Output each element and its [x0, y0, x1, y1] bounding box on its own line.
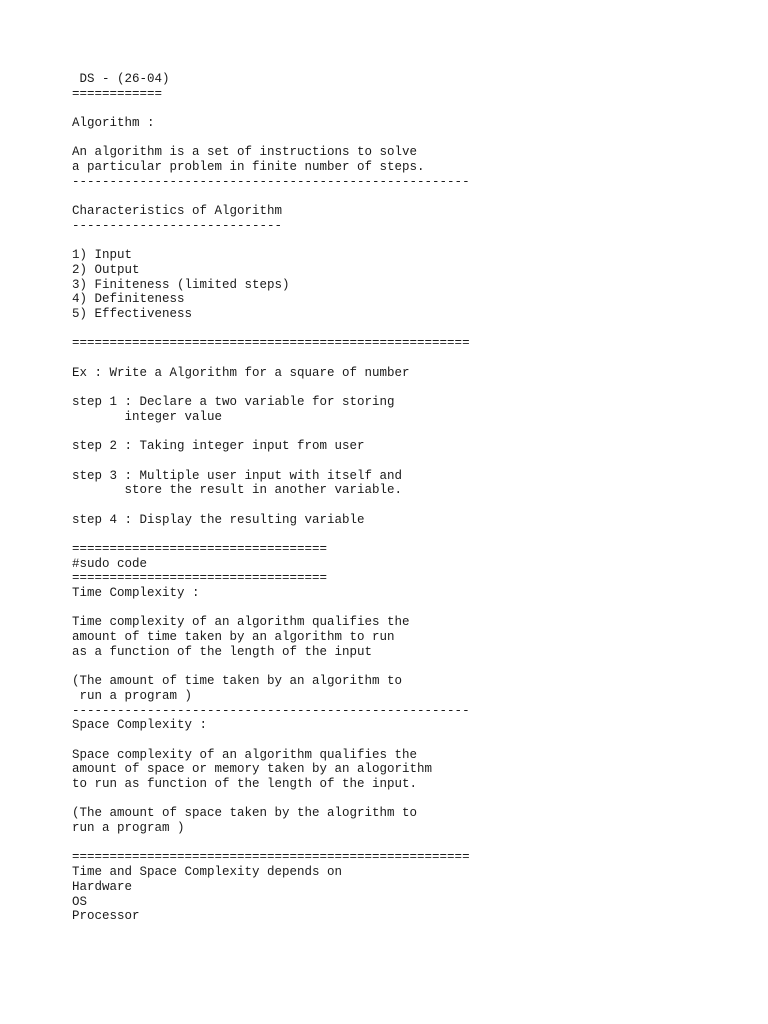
- text-line: Time and Space Complexity depends on: [72, 865, 343, 880]
- text-line: run a program ): [72, 821, 185, 836]
- text-line: #sudo code: [72, 556, 148, 571]
- text-line: (The amount of time taken by an algorithm to: [72, 674, 403, 689]
- text-line: step 4 : Display the resulting variable: [72, 512, 365, 527]
- text-line: amount of time taken by an algorithm to run: [72, 630, 395, 645]
- text-line: [72, 425, 470, 440]
- text-line: integer value: [72, 409, 223, 424]
- text-line: Space Complexity :: [72, 718, 208, 733]
- text-line: ==================================: [72, 542, 328, 556]
- text-line: [72, 792, 470, 807]
- text-line: step 3 : Multiple user input with itself and: [72, 468, 403, 483]
- text-line: Time complexity of an algorithm qualifies the: [72, 615, 410, 630]
- text-line: [72, 101, 470, 116]
- text-line: 3) Finiteness (limited steps): [72, 277, 290, 292]
- text-line: 1) Input: [72, 248, 133, 263]
- text-line: [72, 527, 470, 542]
- text-line: [72, 733, 470, 748]
- text-line: as a function of the length of the input: [72, 644, 373, 659]
- text-line: Ex : Write a Algorithm for a square of number: [72, 365, 410, 380]
- text-line: DS - (26-04): [72, 72, 170, 86]
- text-line: 2) Output: [72, 262, 140, 277]
- text-line: ----------------------------: [72, 218, 283, 233]
- text-line: =====================================================: [72, 850, 470, 865]
- text-line: [72, 190, 470, 205]
- text-line: store the result in another variable.: [72, 483, 403, 498]
- text-line: Time Complexity :: [72, 586, 200, 601]
- text-line: [72, 380, 470, 395]
- text-line: Space complexity of an algorithm qualifies the: [72, 747, 418, 762]
- text-line: step 2 : Taking integer input from user: [72, 439, 365, 454]
- text-line: [72, 322, 470, 337]
- text-line: a particular problem in finite number of steps.: [72, 160, 425, 175]
- text-line: run a program ): [72, 688, 193, 703]
- text-line: Characteristics of Algorithm: [72, 204, 283, 219]
- text-line: [72, 660, 470, 675]
- text-line: [72, 454, 470, 469]
- text-line: Algorithm :: [72, 116, 155, 131]
- text-line: Processor: [72, 909, 140, 924]
- text-line: [72, 351, 470, 366]
- text-line: 4) Definiteness: [72, 292, 185, 307]
- text-line: -----------------------------------------------------: [72, 174, 470, 189]
- text-line: (The amount of space taken by the alogrithm to: [72, 806, 418, 821]
- text-line: ==================================: [72, 571, 328, 586]
- text-line: OS: [72, 894, 88, 909]
- text-line: [72, 836, 470, 851]
- text-line: Hardware: [72, 879, 133, 894]
- text-line: An algorithm is a set of instructions to solve: [72, 145, 418, 160]
- text-line: to run as function of the length of the input.: [72, 777, 418, 791]
- text-line: step 1 : Declare a two variable for storing: [72, 395, 395, 410]
- text-line: amount of space or memory taken by an alogorithm: [72, 762, 433, 777]
- text-line: [72, 498, 470, 513]
- text-line: ============: [72, 86, 163, 101]
- text-line: 5) Effectiveness: [72, 307, 193, 321]
- document-body: [72, 72, 470, 924]
- text-line: =====================================================: [72, 336, 470, 351]
- text-line: [72, 234, 470, 249]
- text-line: -----------------------------------------------------: [72, 703, 470, 718]
- text-line: [72, 131, 470, 146]
- text-line: [72, 601, 470, 616]
